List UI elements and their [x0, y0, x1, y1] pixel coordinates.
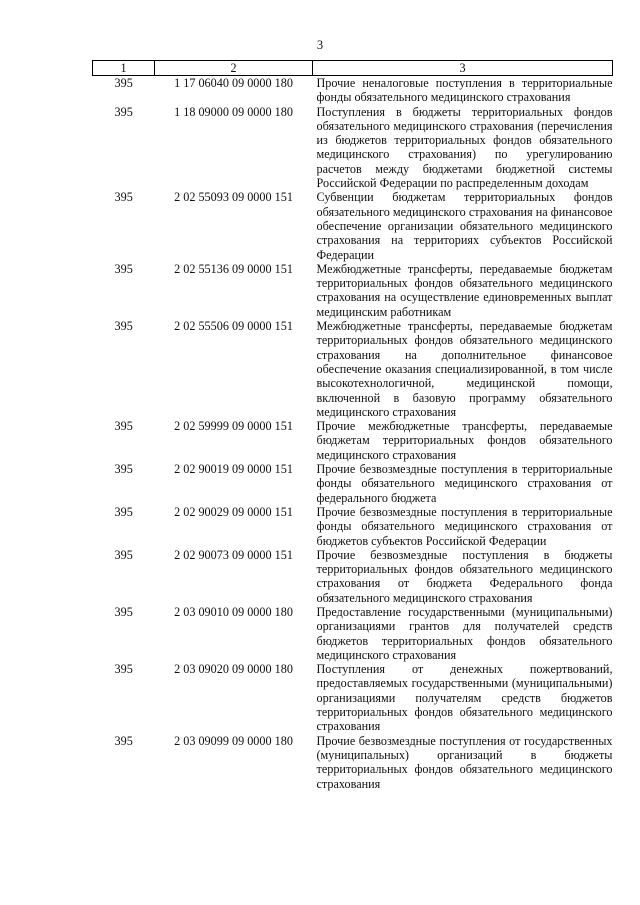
table-row: [93, 662, 613, 733]
revenue-code-cell: 2 02 59999 09 0000 151: [174, 419, 293, 434]
table-row: [93, 419, 613, 462]
revenue-code-cell: 2 02 55093 09 0000 151: [174, 190, 293, 205]
table-row: [93, 262, 613, 319]
revenue-code-cell: 2 02 55136 09 0000 151: [174, 261, 293, 276]
admin-code-cell: 395: [114, 261, 133, 276]
revenue-code-cell: 2 03 09020 09 0000 180: [174, 662, 293, 677]
admin-code-cell: 395: [114, 662, 133, 677]
admin-code-cell: 395: [114, 733, 133, 748]
table-body: [93, 76, 613, 791]
revenue-code-cell: 2 03 09099 09 0000 180: [174, 733, 293, 748]
revenue-code-cell: 2 02 90073 09 0000 151: [174, 547, 293, 562]
revenue-name-cell: Межбюджетные трансферты, передаваемые бюджетам территориальных фондов обязательного медицинского страхования на осуществление единовременных выплат медицинским работникам: [316, 261, 613, 319]
table-row: [93, 505, 613, 548]
revenue-name-cell: Прочие безвозмездные поступления в бюджеты территориальных фондов обязательного медицинского страхования от бюджета Федерального фонда обязательного медицинского страхования: [316, 547, 613, 605]
revenue-name-cell: Предоставление государственными (муниципальными) организациями грантов для получателей средств бюджетов территориальных фондов обязательного медицинского страхования: [316, 604, 613, 662]
admin-code-cell: 395: [114, 104, 133, 119]
table-row: [93, 319, 613, 419]
revenue-name-cell: Поступления в бюджеты территориальных фондов обязательного медицинского страхования (перечисления из бюджетов территориальных фондов обязательного медицинского страхования) по урегулированию расчетов между бюджетами бюджетной системы Российской Федерации по распределенным доходам: [316, 104, 613, 191]
admin-code-cell: 395: [114, 504, 133, 519]
revenue-name-cell: Прочие неналоговые поступления в территориальные фонды обязательного медицинского страхования: [316, 76, 613, 105]
revenue-code-cell: 2 02 55506 09 0000 151: [174, 319, 293, 334]
revenue-name-cell: Межбюджетные трансферты, передаваемые бюджетам территориальных фондов обязательного медицинского страхования на дополнительное финансовое обеспечение оказания специализированной, в том числе высокотехнологичной, медицинской помощи, включенной в базовую программу обязательного медицинского страхования: [316, 319, 613, 419]
revenue-code-cell: 2 02 90029 09 0000 151: [174, 504, 293, 519]
header-col-2: 2: [155, 61, 313, 76]
admin-code-cell: 395: [114, 419, 133, 434]
revenue-code-cell: 2 03 09010 09 0000 180: [174, 604, 293, 619]
revenue-name-cell: Прочие безвозмездные поступления от государственных (муниципальных) организаций в бюджеты территориальных фондов обязательного медицинского страхования: [316, 733, 613, 791]
table-row: [93, 605, 613, 662]
revenue-name-cell: Субвенции бюджетам территориальных фондов обязательного медицинского страхования на финансовое обеспечение организации обязательного медицинского страхования на территориях субъектов Российской Федерации: [316, 190, 613, 262]
revenue-name-cell: Прочие безвозмездные поступления в территориальные фонды обязательного медицинского страхования от бюджетов субъектов Российской Федерации: [316, 504, 613, 548]
revenue-codes-table: [92, 60, 613, 791]
revenue-code-cell: 2 02 90019 09 0000 151: [174, 462, 293, 477]
table-header: [93, 61, 613, 76]
admin-code-cell: 395: [114, 190, 133, 205]
admin-code-cell: 395: [114, 76, 133, 90]
table-row: [93, 462, 613, 505]
revenue-name-cell: Прочие межбюджетные трансферты, передаваемые бюджетам территориальных фондов обязательного медицинского страхования: [316, 419, 613, 462]
admin-code-cell: 395: [114, 547, 133, 562]
header-col-1: 1: [93, 61, 155, 76]
header-row: [93, 61, 613, 76]
table-row: [93, 190, 613, 261]
table-row: [93, 548, 613, 605]
admin-code-cell: 395: [114, 319, 133, 334]
revenue-name-cell: Прочие безвозмездные поступления в территориальные фонды обязательного медицинского страхования от федерального бюджета: [316, 462, 613, 505]
table-row: [93, 734, 613, 791]
page-number: 3: [316, 38, 324, 52]
table-row: [93, 105, 613, 191]
table-row: [93, 76, 613, 105]
admin-code-cell: 395: [114, 462, 133, 477]
header-col-3: 3: [313, 61, 613, 76]
revenue-code-cell: 1 17 06040 09 0000 180: [174, 76, 293, 90]
revenue-code-cell: 1 18 09000 09 0000 180: [174, 104, 293, 119]
revenue-name-cell: Поступления от денежных пожертвований, предоставляемых государственными (муниципальными) организациями получателям средств бюджетов территориальных фондов обязательного медицинского страхования: [316, 662, 613, 734]
admin-code-cell: 395: [114, 604, 133, 619]
